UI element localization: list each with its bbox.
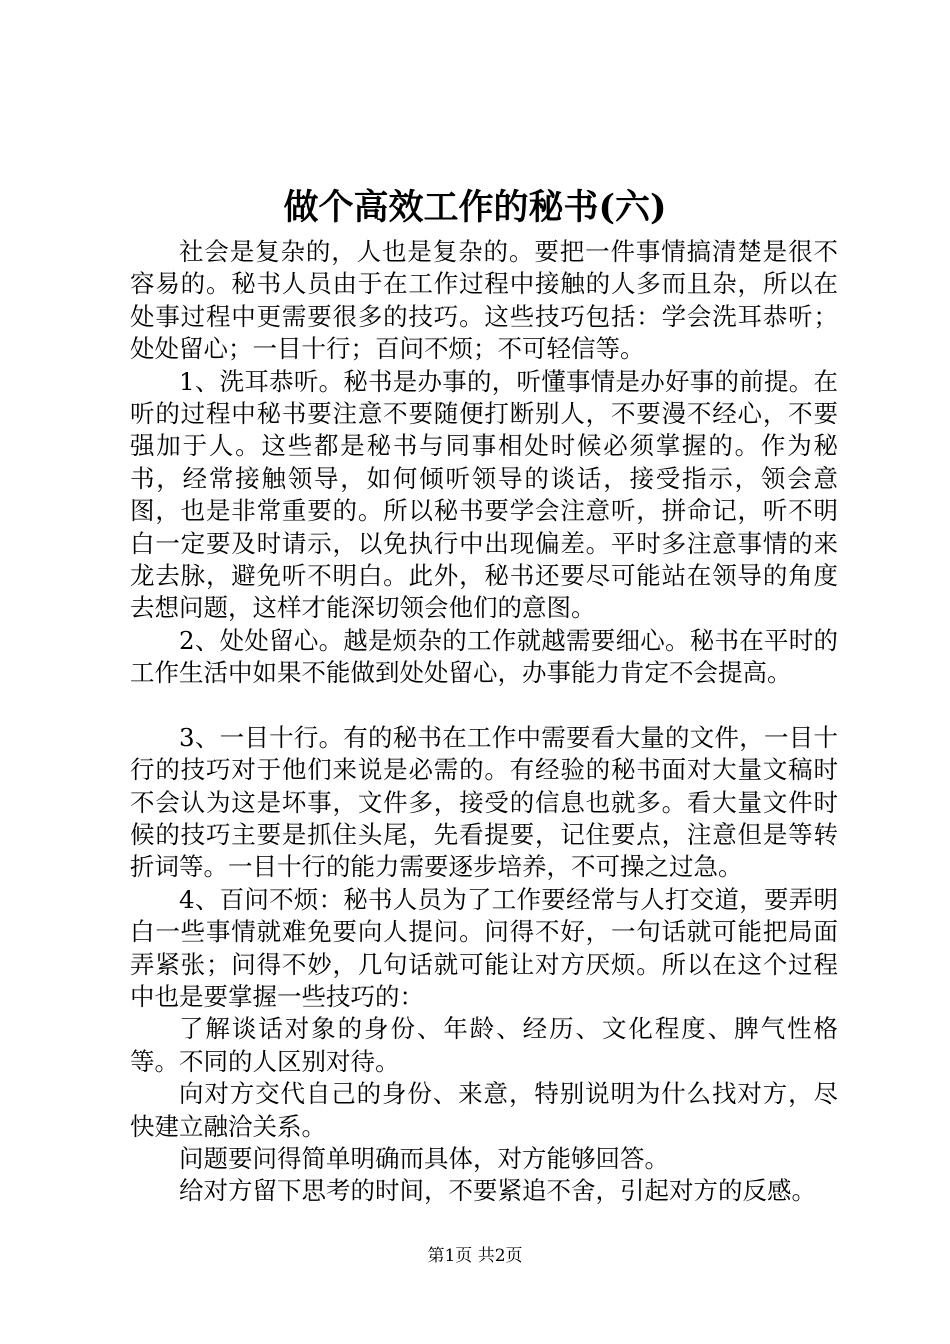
paragraph-speed-reading: 3、一目十行。有的秘书在工作中需要看大量的文件，一目十行的技巧对于他们来说是必需的。有经验的秘书面对大量文稿时不会认为这是坏事，文件多，接受的信息也就多。看大量文件时候的技巧主要是抓住头尾，先看提要，记住要点，注意但是等转折词等。一目十行的能力需要逐步培养，不可操之过急。 <box>130 722 838 882</box>
paragraph-asking: 4、百问不烦：秘书人员为了工作要经常与人打交道，要弄明白一些事情就难免要向人提问。问得不好，一句话就可能把局面弄紧张；问得不妙，几句话就可能让对方厌烦。所以在这个过程中也是要掌握一些技巧的： <box>130 884 838 1011</box>
paragraph-tip-know-person: 了解谈话对象的身份、年龄、经历、文化程度、脾气性格等。不同的人区别对待。 <box>130 1014 838 1076</box>
page-number: 第1页 共2页 <box>427 1246 523 1266</box>
paragraph-attentive: 2、处处留心。越是烦杂的工作就越需要细心。秘书在平时的工作生活中如果不能做到处处留心，办事能力肯定不会提高。 <box>130 625 838 688</box>
paragraph-tip-thinking-time: 给对方留下思考的时间，不要紧追不舍，引起对方的反感。 <box>179 1176 816 1206</box>
paragraph-intro: 社会是复杂的，人也是复杂的。要把一件事情搞清楚是很不容易的。秘书人员由于在工作过程中接触的人多而且杂，所以在处事过程中更需要很多的技巧。这些技巧包括：学会洗耳恭听；处处留心；一目十行；百问不烦；不可轻信等。 <box>130 237 838 364</box>
document-body <box>130 236 838 1208</box>
paragraph-tip-introduce: 向对方交代自己的身份、来意，特别说明为什么找对方，尽快建立融洽关系。 <box>130 1079 838 1141</box>
paragraph-listening: 1、洗耳恭听。秘书是办事的，听懂事情是办好事的前提。在听的过程中秘书要注意不要随便打断别人，不要漫不经心，不要强加于人。这些都是秘书与同事相处时候必须掌握的。作为秘书，经常接触领导，如何倾听领导的谈话，接受指示，领会意图，也是非常重要的。所以秘书要学会注意听，拼命记，听不明白一定要及时请示，以免执行中出现偏差。平时多注意事情的来龙去脉，避免听不明白。此外，秘书还要尽可能站在领导的角度去想问题，这样才能深切领会他们的意图。 <box>130 366 838 623</box>
document-title: 做个高效工作的秘书(六) <box>283 187 667 228</box>
paragraph-tip-simple-questions: 问题要问得简单明确而具体，对方能够回答。 <box>179 1143 669 1173</box>
